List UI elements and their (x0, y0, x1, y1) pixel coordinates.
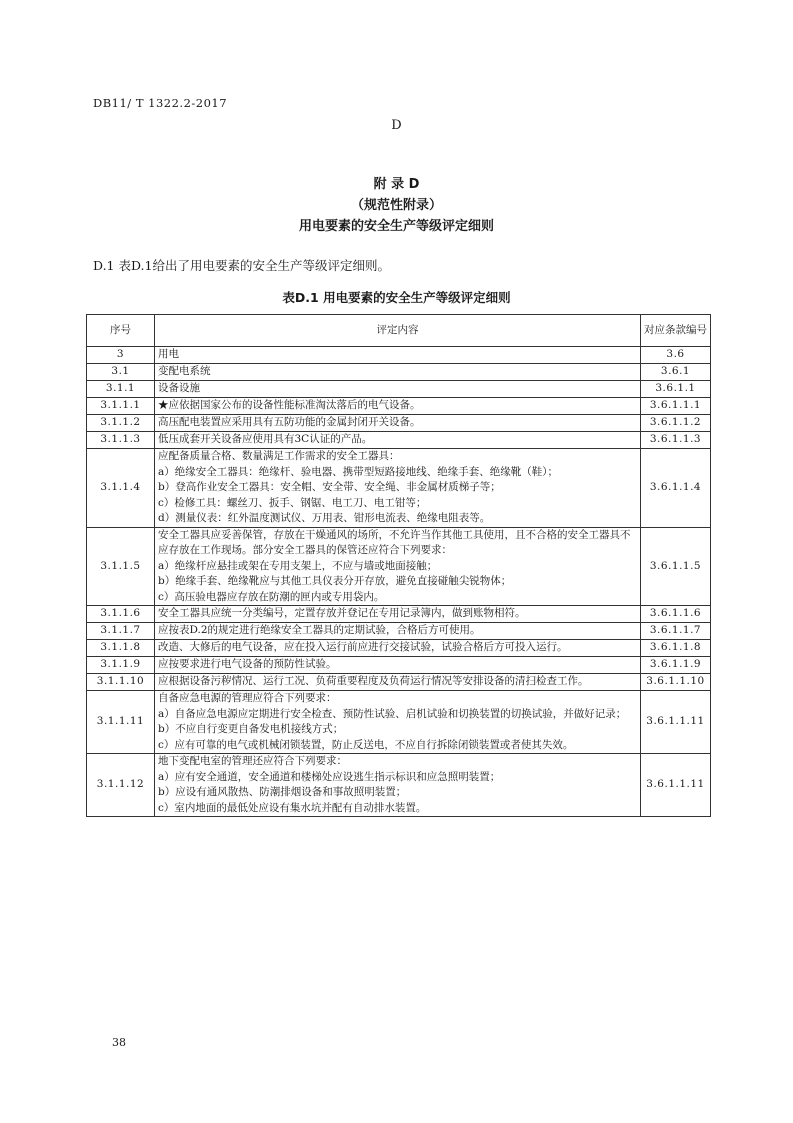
content-line: a）绝缘杆应悬挂或架在专用支架上，不应与墙或地面接触； (158, 559, 438, 572)
row-content (155, 364, 641, 381)
appendix-title: 附 录 D (373, 177, 420, 192)
content-line: 地下变配电室的管理还应符合下列要求： (158, 755, 347, 767)
content-line: 安全工器具应妥善保管，存放在干燥通风的场所，不允许当作其他工具使用，且不合格的安全工器具不应存放在工作现场。部分安全工器具的保管还应符合下列要求： (158, 528, 631, 556)
row-clause: 3.6.1.1.6 (641, 606, 711, 623)
row-number: 3.1.1.12 (87, 754, 155, 817)
content-line: 变配电系统 (158, 365, 211, 378)
content-line: 应根据设备污秽情况、运行工况、负荷重要程度及负荷运行情况等安排设备的清扫检查工作。 (158, 675, 589, 688)
row-content (155, 449, 641, 528)
row-content (155, 691, 641, 754)
content-line: 用电 (158, 348, 179, 361)
table-row (87, 691, 711, 754)
header-content: 评定内容 (155, 315, 641, 347)
content-line: b）应设有通风散热、防潮排烟设备和事故照明装置； (158, 786, 407, 798)
row-clause: 3.6.1.1.4 (641, 449, 711, 528)
appendix-subtitle: （规范性附录） (350, 198, 442, 213)
content-line: 自备应急电源的管理应符合下列要求： (158, 692, 337, 704)
row-clause: 3.6.1.1.9 (641, 657, 711, 674)
header-clause: 对应条款编号 (641, 315, 711, 347)
header-num: 序号 (87, 315, 155, 347)
row-number: 3.1 (87, 364, 155, 381)
content-line: 高压配电装置应采用具有五防功能的金属封闭开关设备。 (158, 416, 421, 429)
row-clause: 3.6.1.1.10 (641, 674, 711, 691)
appendix-heading: 用电要素的安全生产等级评定细则 (298, 219, 494, 234)
row-number: 3.1.1.11 (87, 691, 155, 754)
row-clause: 3.6.1.1.3 (641, 432, 711, 449)
content-line: a）自备应急电源应定期进行安全检查、预防性试验、启机试验和切换装置的切换试验，并做好记录； (158, 707, 627, 720)
row-number: 3.1.1 (87, 381, 155, 398)
content-line: 安全工器具应统一分类编号，定置存放并登记在专用记录簿内，做到账物相符。 (158, 607, 526, 620)
content-line: d）测量仪表：红外温度测试仪、万用表、钳形电流表、绝缘电阻表等。 (158, 512, 491, 524)
appendix-title-block (0, 174, 793, 237)
intro-paragraph: D.1 表D.1给出了用电要素的安全生产等级评定细则。 (93, 258, 390, 273)
row-content (155, 674, 641, 691)
row-clause: 3.6.1 (641, 364, 711, 381)
table-row (87, 381, 711, 398)
content-line: 应按要求进行电气设备的预防性试验。 (158, 658, 337, 671)
content-line: c）室内地面的最低处应设有集水坑并配有自动排水装置。 (158, 801, 427, 814)
table-row (87, 606, 711, 623)
row-clause: 3.6.1.1.7 (641, 623, 711, 640)
content-line: 设备设施 (158, 382, 200, 395)
table-row (87, 398, 711, 415)
evaluation-table (86, 314, 711, 817)
content-line: 应按表D.2的规定进行绝缘安全工器具的定期试验，合格后方可使用。 (158, 624, 481, 637)
row-number: 3.1.1.2 (87, 415, 155, 432)
row-number: 3.1.1.3 (87, 432, 155, 449)
row-content (155, 415, 641, 432)
page-header-letter: D (391, 118, 402, 133)
table-header-row (87, 315, 711, 347)
row-number: 3 (87, 347, 155, 364)
table-row (87, 640, 711, 657)
row-number: 3.1.1.7 (87, 623, 155, 640)
table-row (87, 364, 711, 381)
table-row (87, 657, 711, 674)
row-clause: 3.6.1.1 (641, 381, 711, 398)
row-content (155, 640, 641, 657)
row-clause: 3.6 (641, 347, 711, 364)
row-content (155, 347, 641, 364)
row-number: 3.1.1.1 (87, 398, 155, 415)
row-number: 3.1.1.6 (87, 606, 155, 623)
row-clause: 3.6.1.1.11 (641, 691, 711, 754)
row-content (155, 398, 641, 415)
row-number: 3.1.1.8 (87, 640, 155, 657)
content-line: b）登高作业安全工器具：安全帽、安全带、安全绳、非金属材质梯子等； (158, 481, 501, 493)
row-content (155, 657, 641, 674)
row-content (155, 432, 641, 449)
row-clause: 3.6.1.1.5 (641, 527, 711, 606)
content-line: a）应有安全通道，安全通道和楼梯处应设逃生指示标识和应急照明装置； (158, 770, 501, 783)
table-row (87, 449, 711, 528)
row-content (155, 527, 641, 606)
content-line: 应配备质量合格、数量满足工作需求的安全工器具： (158, 450, 400, 462)
table-row (87, 415, 711, 432)
content-line: c）检修工具：螺丝刀、扳手、钢锯、电工刀、电工钳等； (158, 496, 427, 509)
content-line: 低压成套开关设备应使用具有3C认证的产品。 (158, 433, 373, 446)
content-line: b）绝缘手套、绝缘靴应与其他工具仪表分开存放，避免直接碰触尖锐物体； (158, 575, 512, 587)
table-row (87, 527, 711, 606)
table-body (87, 347, 711, 817)
table-row (87, 347, 711, 364)
page-number: 38 (112, 1036, 126, 1049)
table-caption: 表D.1 用电要素的安全生产等级评定细则 (282, 290, 511, 305)
table-row (87, 623, 711, 640)
row-clause: 3.6.1.1.2 (641, 415, 711, 432)
table-row (87, 432, 711, 449)
table-row (87, 674, 711, 691)
row-clause: 3.6.1.1.11 (641, 754, 711, 817)
document-code: DB11/ T 1322.2-2017 (93, 96, 228, 110)
row-content (155, 606, 641, 623)
row-content (155, 623, 641, 640)
content-line: b）不应自行变更自备发电机接线方式； (158, 723, 344, 735)
row-content (155, 754, 641, 817)
content-line: a）绝缘安全工器具：绝缘杆、验电器、携带型短路接地线、绝缘手套、绝缘靴（鞋）； (158, 465, 559, 478)
row-number: 3.1.1.4 (87, 449, 155, 528)
row-content (155, 381, 641, 398)
row-number: 3.1.1.9 (87, 657, 155, 674)
row-clause: 3.6.1.1.1 (641, 398, 711, 415)
row-clause: 3.6.1.1.8 (641, 640, 711, 657)
table-row (87, 754, 711, 817)
row-number: 3.1.1.5 (87, 527, 155, 606)
row-number: 3.1.1.10 (87, 674, 155, 691)
content-line: ★应依据国家公布的设备性能标准淘汰落后的电气设备。 (158, 399, 421, 412)
content-line: 改造、大修后的电气设备，应在投入运行前应进行交接试验，试验合格后方可投入运行。 (158, 641, 568, 654)
content-line: c）高压验电器应存放在防潮的匣内或专用袋内。 (158, 590, 385, 603)
content-line: c）应有可靠的电气或机械闭锁装置，防止反送电，不应自行拆除闭锁装置或者使其失效。 (158, 738, 574, 751)
